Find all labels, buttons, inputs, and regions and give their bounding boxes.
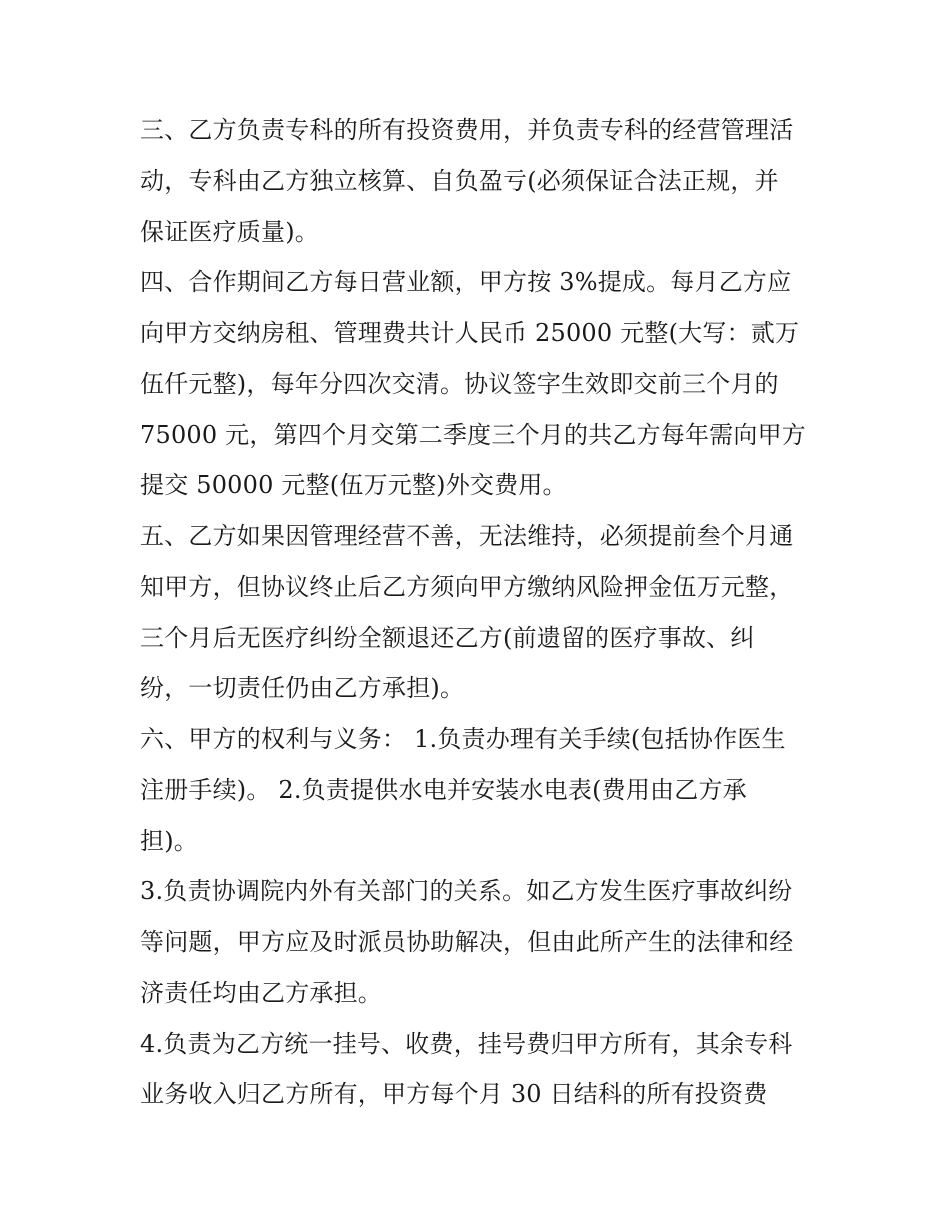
text-line-7: 75000 元，第四个月交第二季度三个月的共乙方每年需向甲方 <box>140 420 806 449</box>
text-line-18: 济责任均由乙方承担。 <box>140 978 382 1007</box>
text-line-15: 担)。 <box>140 826 198 855</box>
text-line-1: 三、乙方负责专科的所有投资费用，并负责专科的经营管理活 <box>140 116 794 144</box>
text-line-14: 注册手续)。 2.负责提供水电并安装水电表(费用由乙方承 <box>140 775 747 804</box>
text-line-20: 业务收入归乙方所有，甲方每个月 30 日结科的所有投资费 <box>140 1080 768 1109</box>
text-line-3: 保证医疗质量)。 <box>140 217 319 246</box>
text-line-8: 提交 50000 元整(伍万元整)外交费用。 <box>140 471 567 500</box>
text-line-16: 3.负责协调院内外有关部门的关系。如乙方发生医疗事故纠纷 <box>140 877 793 906</box>
text-line-17: 等问题，甲方应及时派员协助解决，但由此所产生的法律和经 <box>140 928 794 956</box>
text-line-12: 纷，一切责任仍由乙方承担)。 <box>140 674 465 703</box>
text-line-13: 六、甲方的权利与义务： 1.负责办理有关手续(包括协作医生 <box>140 725 786 753</box>
text-line-5: 向甲方交纳房租、管理费共计人民币 25000 元整(大写：贰万 <box>140 319 800 347</box>
text-line-9: 五、乙方如果因管理经营不善，无法维持，必须提前叁个月通 <box>140 522 794 550</box>
text-line-2: 动，专科由乙方独立核算、自负盈亏(必须保证合法正规，并 <box>140 166 779 195</box>
text-line-19: 4.负责为乙方统一挂号、收费，挂号费归甲方所有，其余专科 <box>140 1029 793 1058</box>
text-line-11: 三个月后无医疗纠纷全额退还乙方(前遗留的医疗事故、纠 <box>140 623 755 652</box>
text-line-10: 知甲方，但协议终止后乙方须向甲方缴纳风险押金伍万元整， <box>140 572 794 601</box>
text-line-6: 伍仟元整)，每年分四次交清。协议签字生效即交前三个月的 <box>140 369 779 398</box>
text-line-4: 四、合作期间乙方每日营业额，甲方按 3%提成。每月乙方应 <box>140 268 792 297</box>
document-body <box>140 105 820 1120</box>
